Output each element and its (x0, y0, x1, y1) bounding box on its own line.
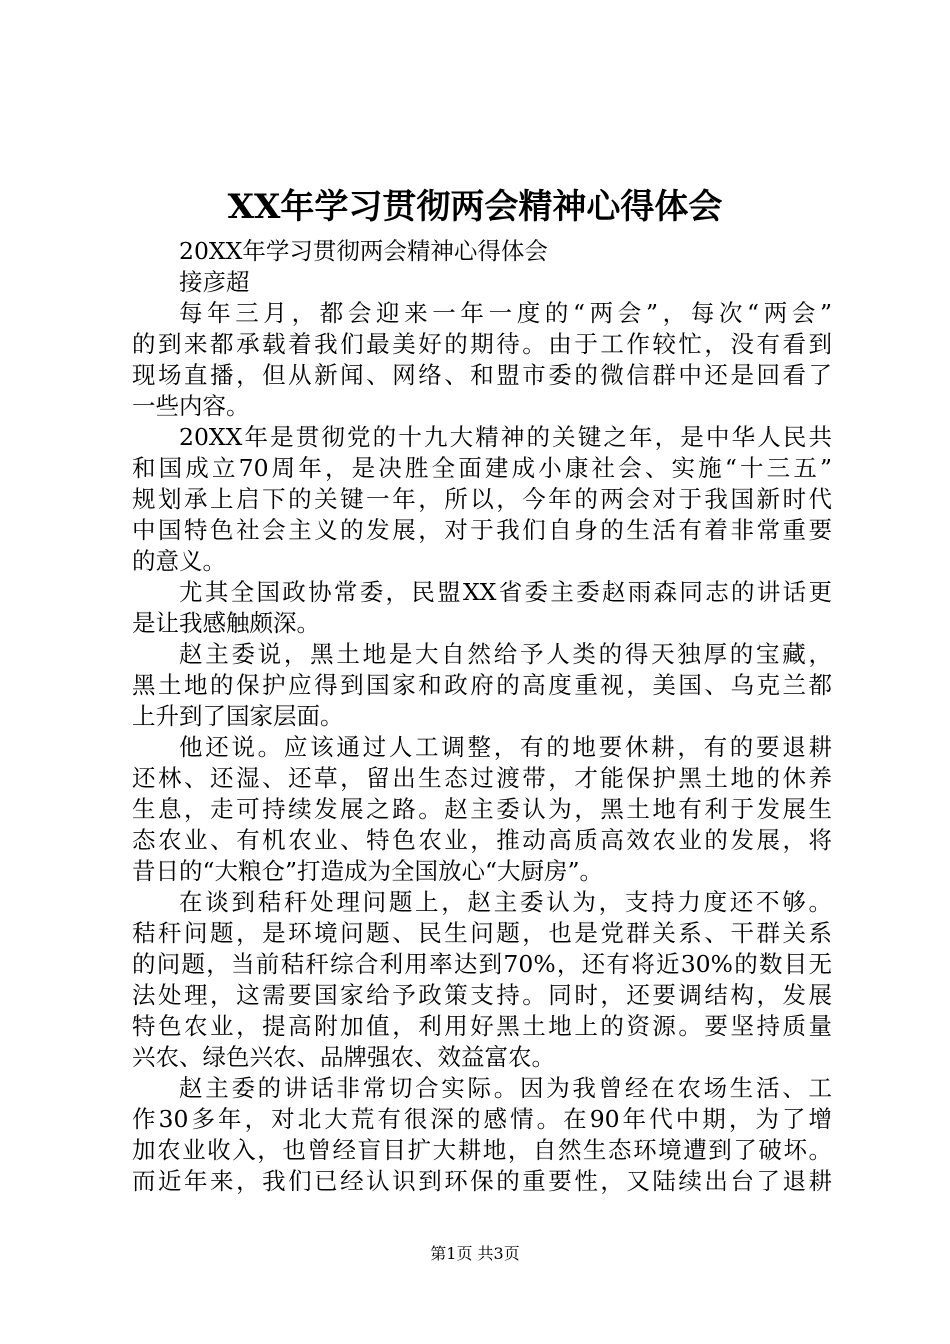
paragraph-line: 在谈到秸秆处理问题上，赵主委认为，支持力度还不够。 (179, 888, 832, 916)
paragraph-line: 黑土地的保护应得到国家和政府的高度重视，美国、乌克兰都 (132, 671, 832, 699)
paragraph-line: 赵主委的讲话非常切合实际。因为我曾经在农场生活、工 (179, 1074, 832, 1102)
paragraph-line: 是让我感触颇深。 (132, 609, 320, 637)
document-body (132, 236, 832, 1197)
paragraph-line: 态农业、有机农业、特色农业，推动高质高效农业的发展，将 (132, 826, 832, 854)
paragraph-line: 法处理，这需要国家给予政策支持。同时，还要调结构，发展 (132, 981, 832, 1009)
paragraph-line: 的到来都承载着我们最美好的期待。由于工作较忙，没有看到 (132, 330, 832, 358)
paragraph-line: 昔日的“大粮仓”打造成为全国放心“大厨房”。 (132, 857, 604, 885)
paragraph-line: 赵主委说，黑土地是大自然给予人类的得天独厚的宝藏， (179, 640, 832, 668)
paragraph-line: 生息，走可持续发展之路。赵主委认为，黑土地有利于发展生 (132, 795, 832, 823)
paragraph-line: 上升到了国家层面。 (132, 702, 344, 730)
paragraph-line: 规划承上启下的关键一年，所以，今年的两会对于我国新时代 (132, 485, 832, 513)
paragraph-line: 秸秆问题，是环境问题、民生问题，也是党群关系、干群关系 (132, 919, 832, 947)
paragraph-line: 现场直播，但从新闻、网络、和盟市委的微信群中还是回看了 (132, 361, 832, 389)
paragraph-line: 20XX年是贯彻党的十九大精神的关键之年，是中华人民共 (179, 423, 832, 451)
paragraph-line: 中国特色社会主义的发展，对于我们自身的生活有着非常重要 (132, 516, 832, 544)
paragraph-line: 他还说。应该通过人工调整，有的地要休耕，有的要退耕 (179, 733, 832, 761)
paragraph-line: 而近年来，我们已经认识到环保的重要性，又陆续出台了退耕 (132, 1167, 832, 1195)
subtitle-line: 20XX年学习贯彻两会精神心得体会 (179, 237, 548, 265)
paragraph-line: 加农业收入，也曾经盲目扩大耕地，自然生态环境遭到了破坏。 (132, 1136, 832, 1164)
paragraph-line: 兴农、绿色兴农、品牌强农、效益富农。 (132, 1043, 555, 1071)
paragraph-line: 尤其全国政协常委，民盟XX省委主委赵雨森同志的讲话更 (179, 578, 832, 606)
paragraph-line: 作30多年，对北大荒有很深的感情。在90年代中期，为了增 (132, 1105, 832, 1133)
author-line: 接彦超 (179, 268, 250, 296)
paragraph-line: 每年三月，都会迎来一年一度的“两会”，每次“两会” (179, 299, 832, 327)
page-number-footer: 第1页 共3页 (430, 1244, 520, 1263)
paragraph-line: 和国成立70周年，是决胜全面建成小康社会、实施“十三五” (132, 454, 832, 482)
document-title: XX年学习贯彻两会精神心得体会 (227, 187, 723, 227)
paragraph-line: 的意义。 (132, 547, 226, 575)
paragraph-line: 一些内容。 (132, 392, 250, 420)
paragraph-line: 特色农业，提高附加值，利用好黑土地上的资源。要坚持质量 (132, 1012, 832, 1040)
paragraph-line: 还林、还湿、还草，留出生态过渡带，才能保护黑土地的休养 (132, 764, 832, 792)
paragraph-line: 的问题，当前秸秆综合利用率达到70%，还有将近30%的数目无 (132, 950, 832, 978)
